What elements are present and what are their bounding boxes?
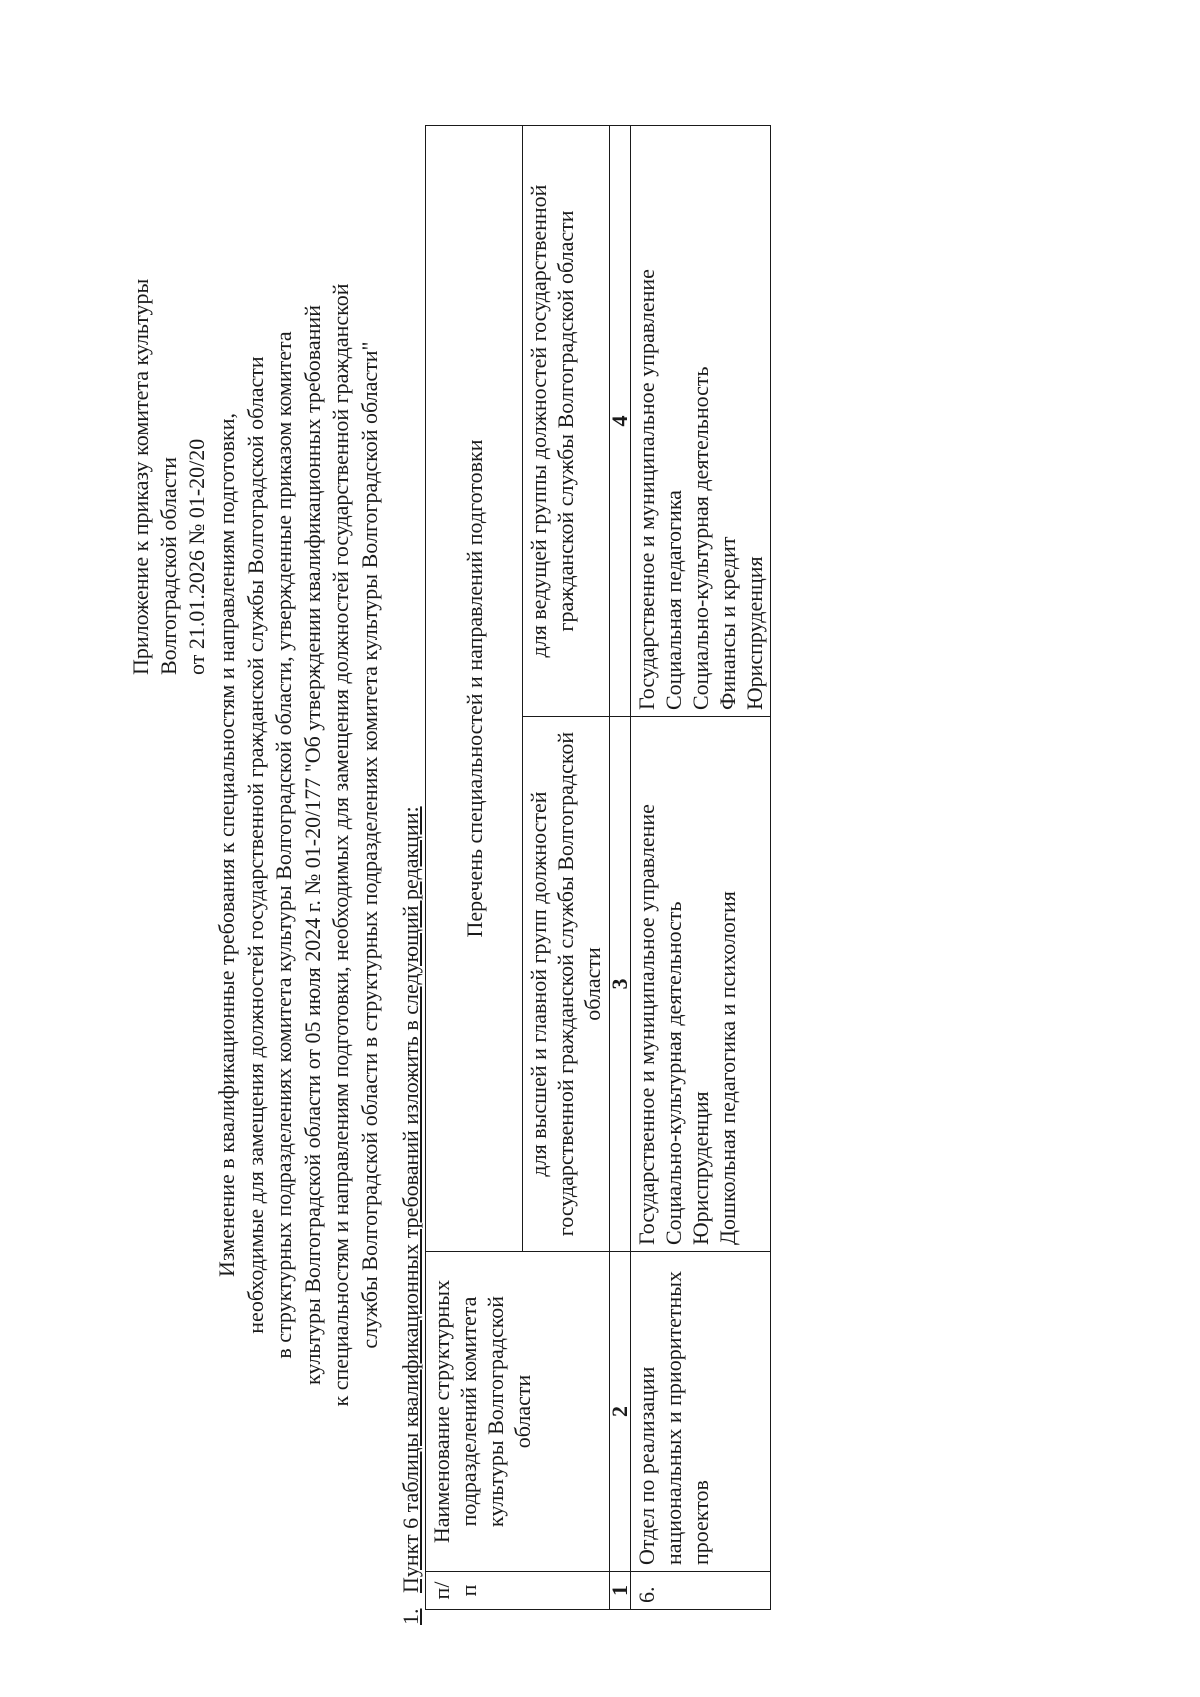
table-row [631, 126, 771, 1610]
specialty-item: Юриспруденция [742, 556, 767, 710]
specialty-item: Социально-культурная деятельность [688, 366, 713, 710]
specialty-item: Социально-культурная деятельность [661, 901, 686, 1245]
row-number-cell: 6. [631, 1572, 771, 1610]
row-leading-specialties-cell [631, 126, 771, 717]
heading-line: Изменение в квалификационные требования к специальностям и направлениям подготовки, [214, 413, 239, 1277]
column-number-cell: 2 [610, 1252, 631, 1572]
heading-line: к специальностям и направлениям подготовки, необходимых для замещения должностей государственной гражданской [328, 283, 353, 1407]
specialty-item: Социальная педагогика [661, 490, 686, 710]
document-heading [213, 125, 384, 1565]
row-senior-specialties-cell [631, 717, 771, 1252]
heading-line: необходимые для замещения должностей государственной гражданской службы Волгоградской области [242, 356, 268, 1334]
column-number-cell: 4 [610, 126, 631, 717]
specialty-item: Государственное и муниципальное управление [634, 269, 659, 710]
header-cell-group: Перечень специальностей и направлений подготовки [426, 126, 523, 1252]
intro-paragraph [397, 806, 425, 1625]
table-column-numbers-row [610, 126, 631, 1610]
heading-line: культуры Волгоградской области от 05 июля 2024 г. № 01-20/177 "Об утверждении квалификационных требований [299, 305, 325, 1385]
table-header-row [426, 126, 523, 1610]
specialty-item: Государственное и муниципальное управление [634, 804, 659, 1245]
intro-number: 1. [398, 1608, 423, 1625]
header-cell-department: Наименование структурных подразделений комитета культуры Волгоградской области [426, 1252, 610, 1572]
intro-text: Пункт 6 таблицы квалификационных требований изложить в следующий редакции: [398, 806, 423, 1593]
specialty-item: Дошкольная педагогика и психология [715, 891, 740, 1245]
row-department-cell: Отдел по реализации национальных и приоритетных проектов [631, 1252, 771, 1572]
appendix-line: Приложение к приказу комитета культуры [128, 278, 153, 675]
column-number-cell: 3 [610, 717, 631, 1252]
heading-line: в структурных подразделениях комитета культуры Волгоградской области, утвержденные приказом комитета [271, 331, 296, 1359]
requirements-table [425, 125, 771, 1610]
column-number-cell: 1 [610, 1572, 631, 1610]
header-cell-senior-groups: для высшей и главной групп должностей государственной гражданской службы Волгоградской области [523, 717, 610, 1252]
appendix-note [127, 115, 211, 675]
header-cell-leading-group: для ведущей группы должностей государственной гражданской службы Волгоградской области [523, 126, 610, 717]
rotated-document-page [115, 85, 875, 1625]
appendix-line: от 21.01.2026 № 01-20/20 [184, 438, 209, 675]
header-cell-number: п/п [426, 1572, 610, 1610]
specialty-item: Финансы и кредит [715, 536, 740, 710]
heading-line: службы Волгоградской области в структурных подразделениях комитета культуры Волгоградской области" [356, 341, 382, 1349]
appendix-line: Волгоградской области [156, 457, 181, 675]
specialty-item: Юриспруденция [688, 1091, 713, 1245]
